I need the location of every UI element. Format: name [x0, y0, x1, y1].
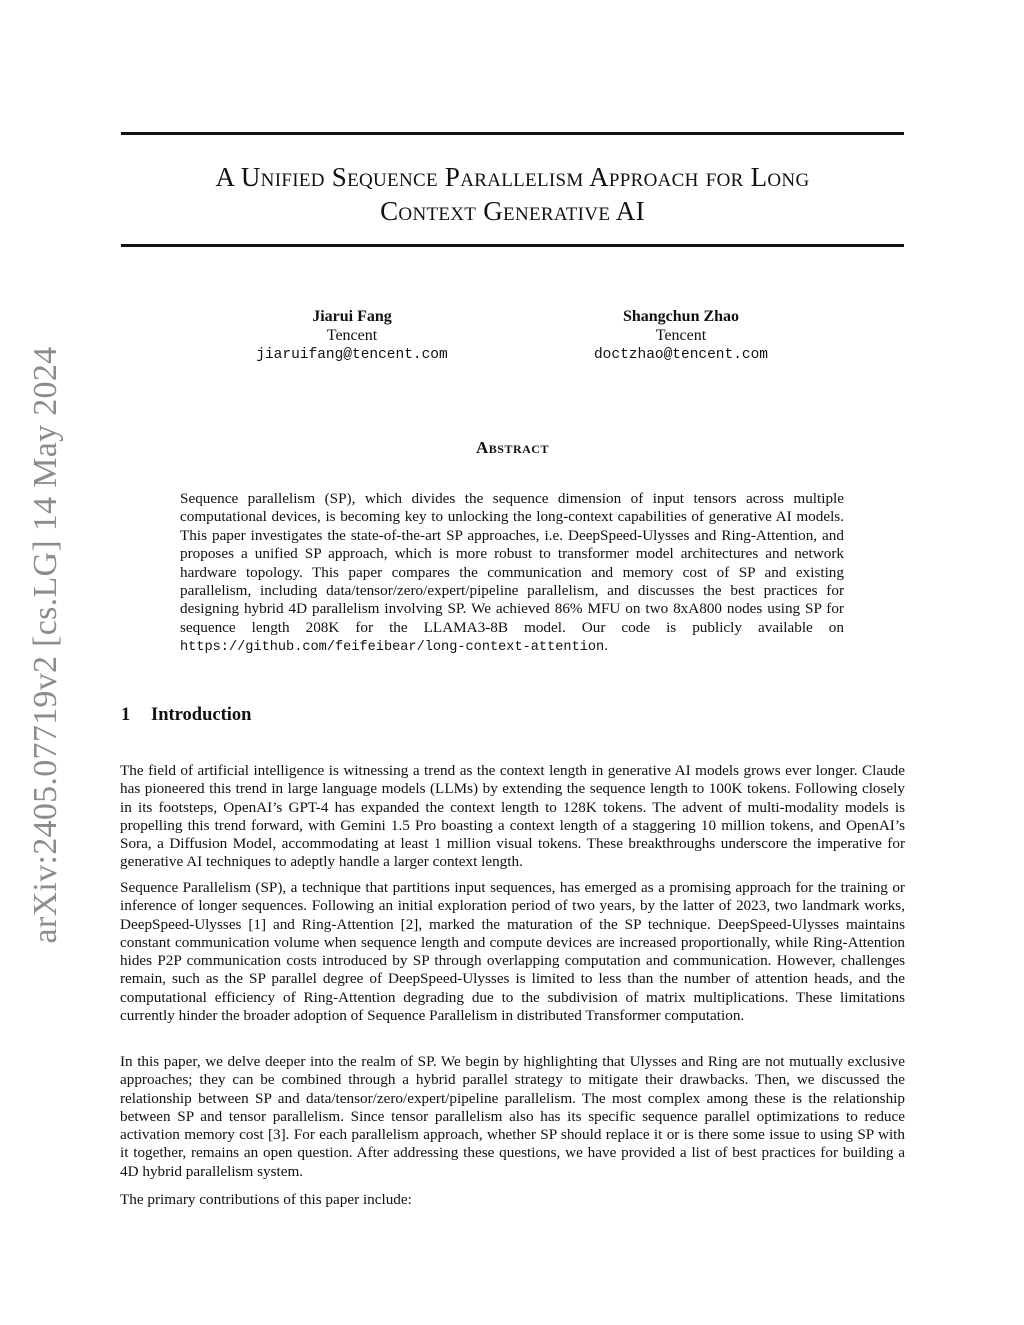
section-heading-introduction — [121, 705, 251, 726]
author-block-2 — [531, 307, 831, 365]
author-affiliation: Tencent — [326, 327, 378, 344]
paper-title — [121, 160, 904, 228]
abstract-body-text: Sequence parallelism (SP), which divides the sequence dimension of input tensors across multiple computational devices, is becoming key to unlocking the long-context capabilities of generative AI models. This paper investigates the state-of-the-art SP approaches, i.e. DeepSpeed-Ulysses and Ring-Attention, and proposes a unified SP approach, which is more robust to transformer model architectures and network hardware topology. This paper compares the communication and memory cost of SP and existing parallelism, including data/tensor/zero/expert/pipeline parallelism, and discusses the best practices for designing hybrid 4D parallelism involving SP. We achieved 86% MFU on two 8xA800 nodes using SP for sequence length 208K for the LLAMA3-8B model. Our code is publicly available on — [180, 490, 844, 636]
title-top-rule — [121, 132, 904, 135]
author-affiliation: Tencent — [655, 327, 707, 344]
intro-paragraph-3: In this paper, we delve deeper into the realm of SP. We begin by highlighting that Ulysses and Ring are not mutually exclusive approaches; they can be combined through a hybrid parallel strategy to mitigate their drawbacks. Then, we discussed the relationship between SP and data/tensor/zero/expert/pipeline parallelism. The most complex among these is the relationship between SP and tensor parallelism. Since tensor parallelism also has its specific sequence parallel optimizations to reduce activation memory cost [3]. For each parallelism approach, whether SP should replace it or is there some issue to using SP with it together, remains an open question. After addressing these questions, we have provided a list of best practices for building a 4D hybrid parallelism system. — [120, 1053, 905, 1180]
section-number: 1 — [121, 705, 131, 725]
title-bottom-rule — [121, 244, 904, 247]
author-name: Shangchun Zhao — [622, 308, 740, 325]
title-line-1: A Unified Sequence Parallelism Approach for Long — [215, 162, 810, 192]
title-line-2: Context Generative AI — [380, 196, 645, 226]
section-title: Introduction — [151, 705, 252, 725]
author-name: Jiarui Fang — [312, 308, 392, 325]
abstract-text — [180, 490, 844, 658]
abstract-heading: Abstract — [476, 438, 549, 457]
arxiv-identifier: arXiv:2405.07719v2 [cs.LG] 14 May 2024 — [27, 346, 64, 944]
author-email[interactable]: doctzhao@tencent.com — [593, 347, 769, 363]
intro-paragraph-1: The field of artificial intelligence is witnessing a trend as the context length in generative AI models grows ever longer. Claude has pioneered this trend in large language models (LLMs) by extending the sequence length to 100K tokens. Following closely in its footsteps, OpenAI’s GPT-4 has expanded the context length to 128K tokens. The advent of multi-modality models is propelling this trend forward, with Gemini 1.5 Pro boasting a context length of a staggering 10 million tokens, and OpenAI’s Sora, a Diffusion Model, accommodating at least 1 million visual tokens. These breakthroughs underscore the imperative for generative AI techniques to adeptly handle a larger context length. — [120, 762, 905, 871]
intro-paragraph-2: Sequence Parallelism (SP), a technique that partitions input sequences, has emerged as a promising approach for the training or inference of longer sequences. Following an initial exploration period of two years, by the latter of 2023, two landmark works, DeepSpeed-Ulysses [1] and Ring-Attention [2], marked the maturation of the SP technique. DeepSpeed-Ulysses maintains constant communication volume when sequence length and compute devices are increased proportionally, while Ring-Attention hides P2P communication costs introduced by SP through overlapping computation and communication. However, challenges remain, such as the SP parallel degree of DeepSpeed-Ulysses is limited to less than the number of attention heads, and the computational efficiency of Ring-Attention degrading due to the subdivision of matrix multiplications. These limitations currently hinder the broader adoption of Sequence Parallelism in distributed Transformer computation. — [120, 879, 905, 1025]
author-email[interactable]: jiaruifang@tencent.com — [256, 347, 448, 363]
author-block-1 — [202, 307, 502, 365]
abstract-end: . — [604, 637, 608, 655]
code-repository-link[interactable]: https://github.com/feifeibear/long-context-attention — [180, 640, 605, 656]
intro-paragraph-4: The primary contributions of this paper include: — [120, 1191, 412, 1208]
arxiv-side-stamp — [28, 345, 64, 945]
